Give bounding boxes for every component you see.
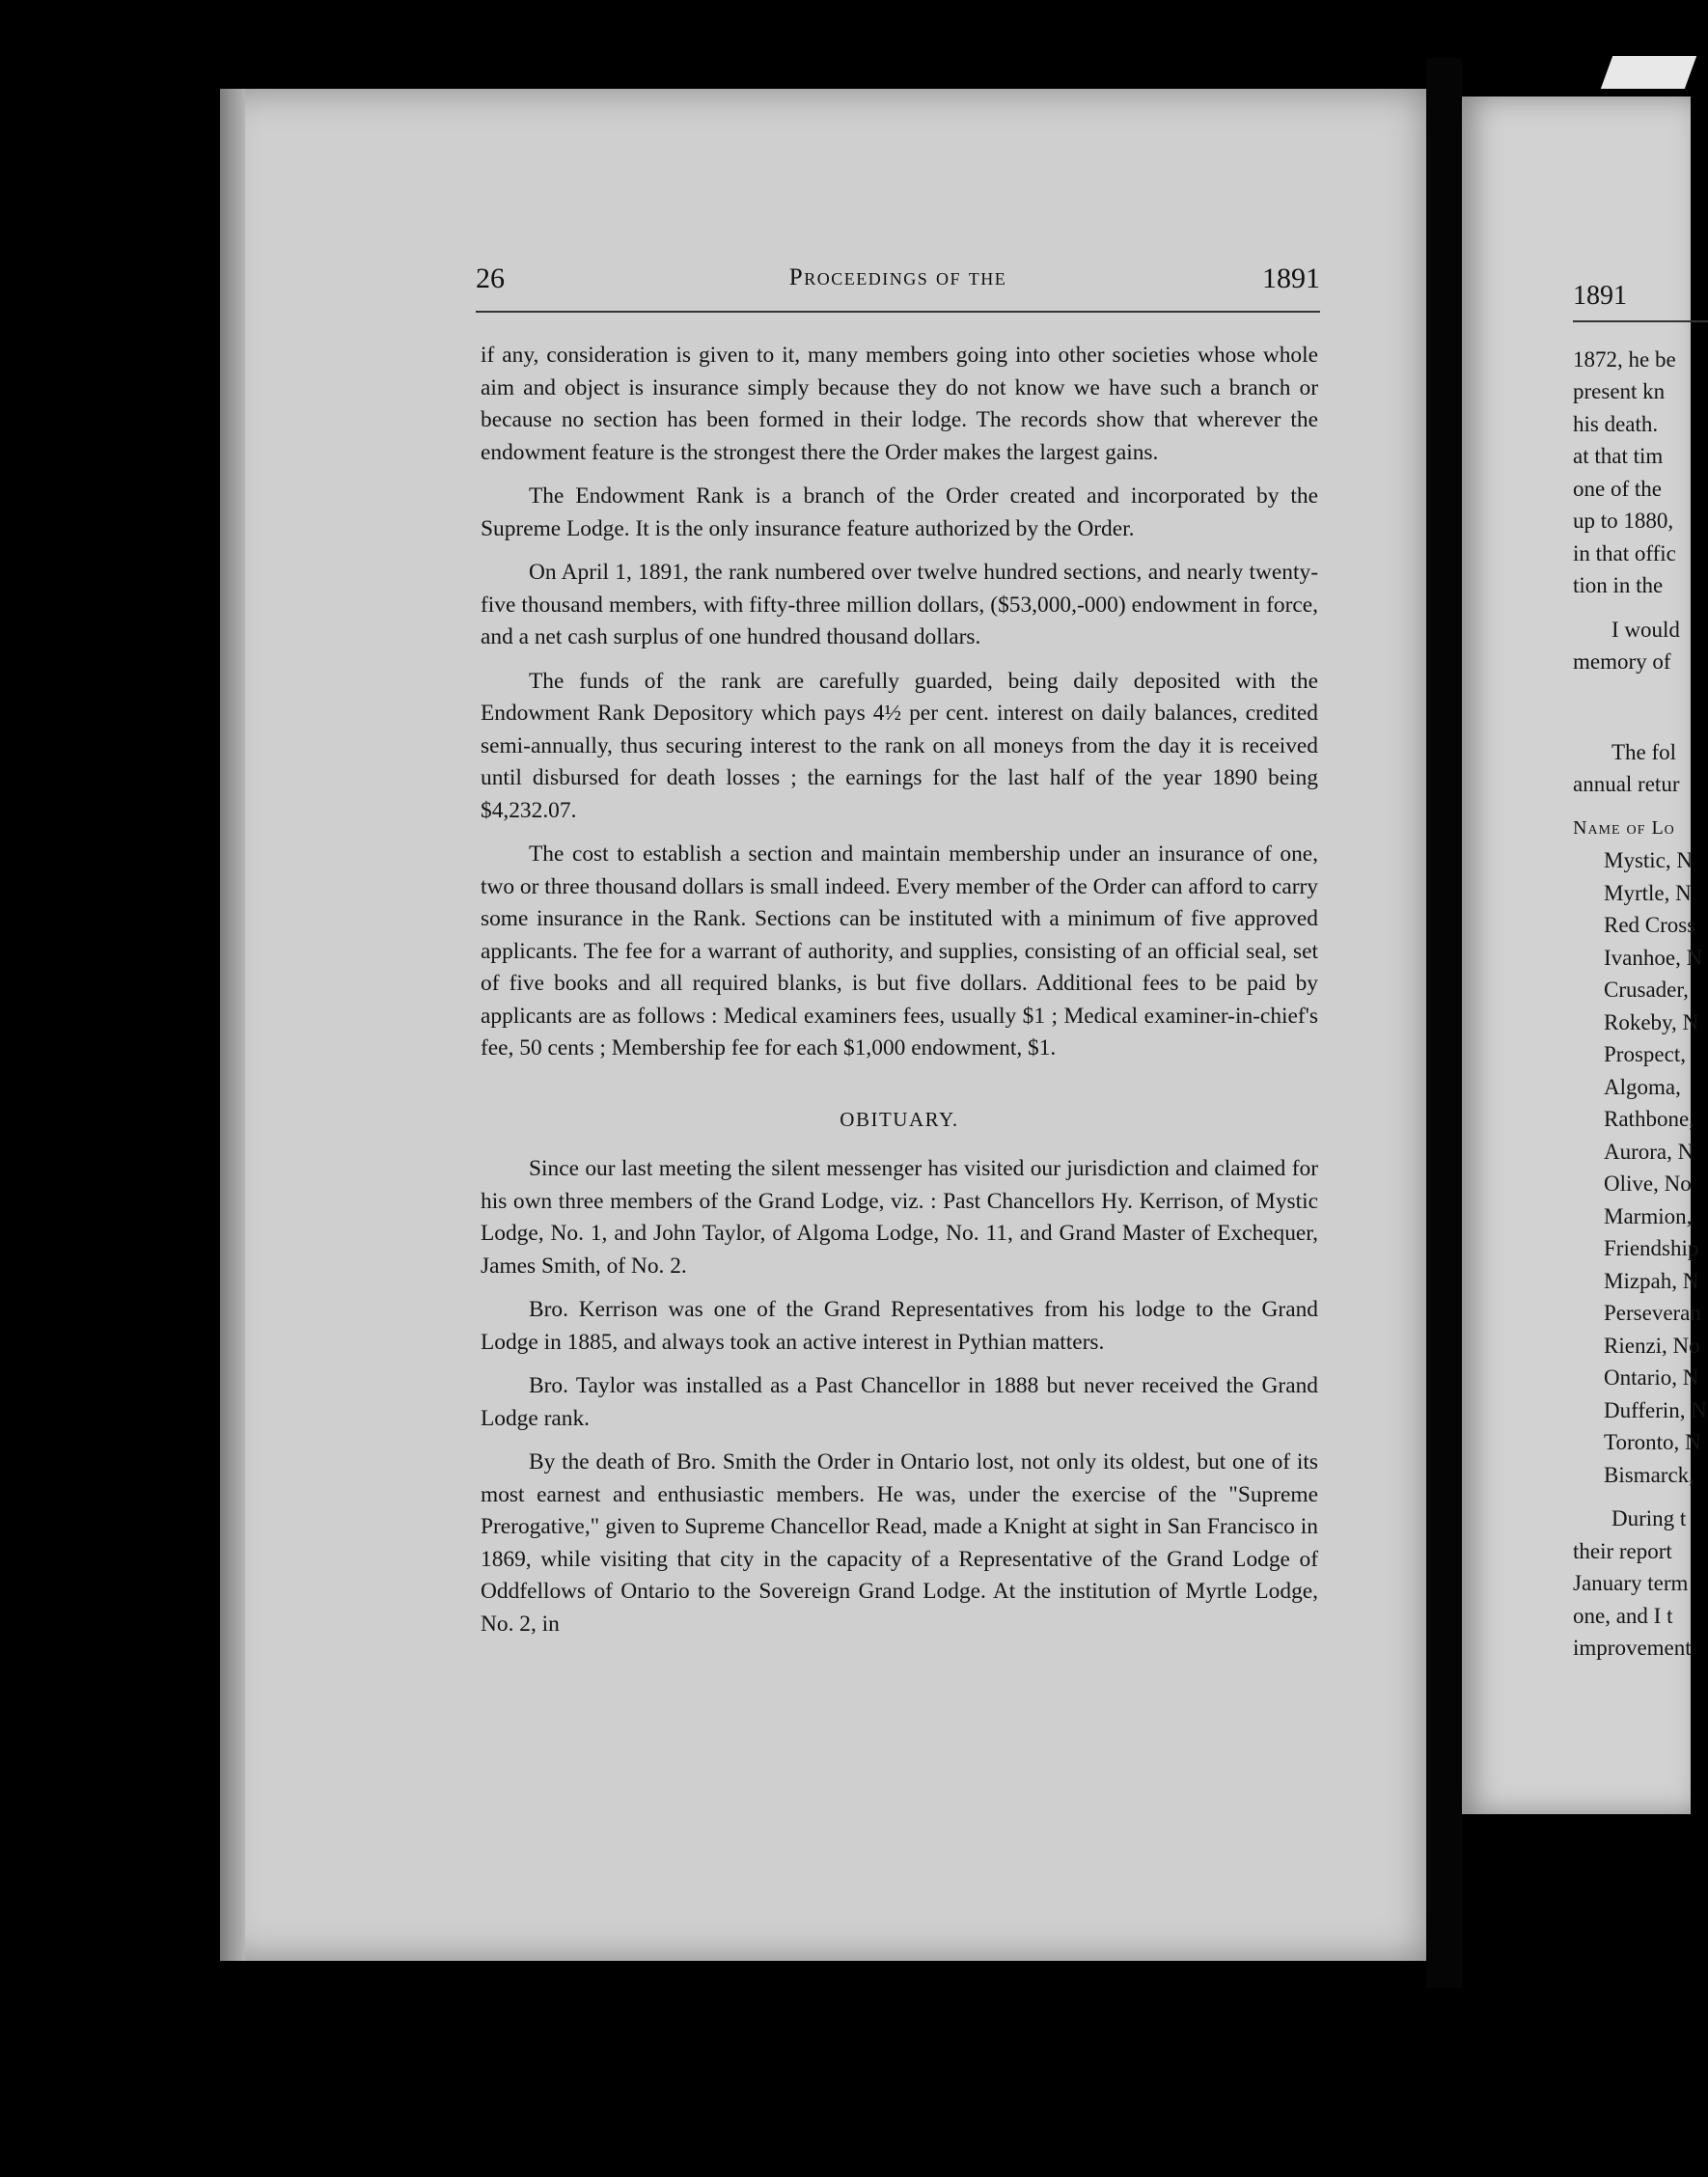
paragraph: if any, consideration is given to it, many members going into other societies whose whole aim and object is insurance simply because they do not know we have such a branch or because no section has been formed in their lodge. The records show that wherever the endowment feature is the strongest there the Order makes the largest gains. bbox=[481, 343, 1318, 465]
text-line: their report bbox=[1573, 1538, 1672, 1563]
paragraph: The Endowment Rank is a branch of the Order created and incorporated by the Supreme Lodge. It is the only insurance feature authorized by the Order. bbox=[481, 483, 1318, 541]
lodge-list-item: Toronto, N bbox=[1604, 1430, 1701, 1454]
text-line: During t bbox=[1612, 1506, 1687, 1530]
lodge-list-item: Algoma, bbox=[1604, 1074, 1681, 1099]
lodge-list-item: Dufferin, N bbox=[1604, 1397, 1707, 1422]
text-line: 1872, he be bbox=[1573, 346, 1676, 372]
right-page-year: 1891 bbox=[1573, 280, 1708, 322]
text-line: annual retur bbox=[1573, 772, 1680, 796]
left-page-text bbox=[481, 340, 1318, 1652]
paragraph: The funds of the rank are carefully guarded, being daily deposited with the Endowment Rank Depository which pays 4½ per cent. interest on daily balances, credited semi-annually, thus securing interest to the rank on all moneys from the day it is received until disbursed for death losses ; the earnings for the last half of the year 1890 being $4,232.07. bbox=[481, 668, 1318, 823]
obituary-heading: OBITUARY. bbox=[840, 1107, 959, 1131]
lodge-list-item: Mizpah, N bbox=[1604, 1268, 1699, 1293]
lodge-list-item: Ontario, N bbox=[1604, 1365, 1699, 1390]
running-head bbox=[476, 262, 1320, 313]
text-line: up to 1880, bbox=[1573, 509, 1674, 533]
book-gutter bbox=[1426, 58, 1462, 1988]
lodge-list-item: Aurora, N bbox=[1604, 1139, 1694, 1164]
lodge-list-item: Bismarck, bbox=[1604, 1462, 1694, 1487]
lodge-list-item: Crusader, bbox=[1604, 978, 1689, 1002]
lodge-list-item: Rathbone, bbox=[1604, 1107, 1694, 1131]
text-line: The fol bbox=[1612, 739, 1677, 764]
lodge-list-item: Olive, No bbox=[1604, 1171, 1692, 1196]
paragraph: On April 1, 1891, the rank numbered over twelve hundred sections, and nearly twenty-five thousand members, with fifty-three million dollars, ($53,000,-000) endowment in force, and a net cash surplus of one hundred thousand dollars. bbox=[481, 560, 1318, 649]
lodge-list-item: Perseveran bbox=[1604, 1301, 1701, 1325]
text-line: present kn bbox=[1573, 379, 1666, 403]
right-page-text bbox=[1573, 280, 1708, 1665]
lodge-list-item: Prospect, bbox=[1604, 1042, 1686, 1066]
lodge-list-header: Name of Lo bbox=[1573, 816, 1675, 839]
lodge-list-item: Red Cross bbox=[1604, 913, 1696, 937]
text-line: one of the bbox=[1573, 476, 1662, 501]
page-edge bbox=[220, 89, 245, 1961]
paragraph: Bro. Taylor was installed as a Past Chancellor in 1888 but never received the Grand Lodge rank. bbox=[481, 1373, 1318, 1431]
lodge-list-item: Marmion, bbox=[1604, 1203, 1693, 1228]
lodge-list-item: Myrtle, N bbox=[1604, 880, 1692, 905]
paragraph: Bro. Kerrison was one of the Grand Representatives from his lodge to the Grand Lodge in 1885, and always took an active interest in Pythian matters. bbox=[481, 1297, 1318, 1355]
lodge-list-item: Mystic, N bbox=[1604, 848, 1693, 872]
text-line: his death. bbox=[1573, 411, 1659, 436]
lodge-list-item: Rienzi, No bbox=[1604, 1333, 1700, 1358]
text-line: January term bbox=[1573, 1571, 1689, 1595]
lodge-list-item: Ivanhoe, N bbox=[1604, 945, 1703, 970]
text-line: memory of bbox=[1573, 649, 1671, 674]
lodge-list-item: Friendship bbox=[1604, 1236, 1699, 1260]
text-line: I would bbox=[1612, 617, 1680, 642]
page-tab bbox=[1601, 56, 1696, 89]
paragraph: Since our last meeting the silent messenger has visited our jurisdiction and claimed for his own three members of the Grand Lodge, viz. : Past Chancellors Hy. Kerrison, of Mystic Lodge, No. 1, and John Taylor, of Algoma Lodge, No. 11, and Grand Master of Exchequer, James Smith, of No. 2. bbox=[481, 1156, 1318, 1279]
paragraph: The cost to establish a section and maintain membership under an insurance of one, two or three thousand dollars is small indeed. Every member of the Order can afford to carry some insurance in the Rank. Sections can be instituted with a minimum of five approved applicants. The fee for a warrant of authority, and supplies, consisting of an official seal, set of five books and all required blanks, is but five dollars. Additional fees to be paid by applicants are as follows : Medical examiners fees, usually $1 ; Medical examiner-in-chief's fee, 50 cents ; Membership fee for each $1,000 endowment, $1. bbox=[481, 841, 1318, 1061]
text-line: in that offic bbox=[1573, 540, 1676, 565]
lodge-list bbox=[1573, 844, 1708, 1491]
running-year: 1891 bbox=[1262, 262, 1320, 294]
lodge-list-item: Rokeby, N bbox=[1604, 1009, 1699, 1034]
paragraph: By the death of Bro. Smith the Order in Ontario lost, not only its oldest, but one of its most earnest and enthusiastic members. He was, under the exercise of the "Supreme Prerogative," given to Supreme Chancellor Read, made a Knight at sight in San Francisco in 1869, while visiting that city in the capacity of a Representative of the Grand Lodge of Oddfellows of Ontario to the Sovereign Grand Lodge. At the institution of Myrtle Lodge, No. 2, in bbox=[481, 1449, 1318, 1637]
text-line: one, and I t bbox=[1573, 1603, 1673, 1628]
text-line: improvement bbox=[1573, 1636, 1692, 1660]
text-line: tion in the bbox=[1573, 573, 1664, 597]
running-title: Proceedings of the bbox=[788, 264, 1007, 290]
text-line: at that tim bbox=[1573, 444, 1664, 468]
page-number: 26 bbox=[476, 262, 505, 294]
